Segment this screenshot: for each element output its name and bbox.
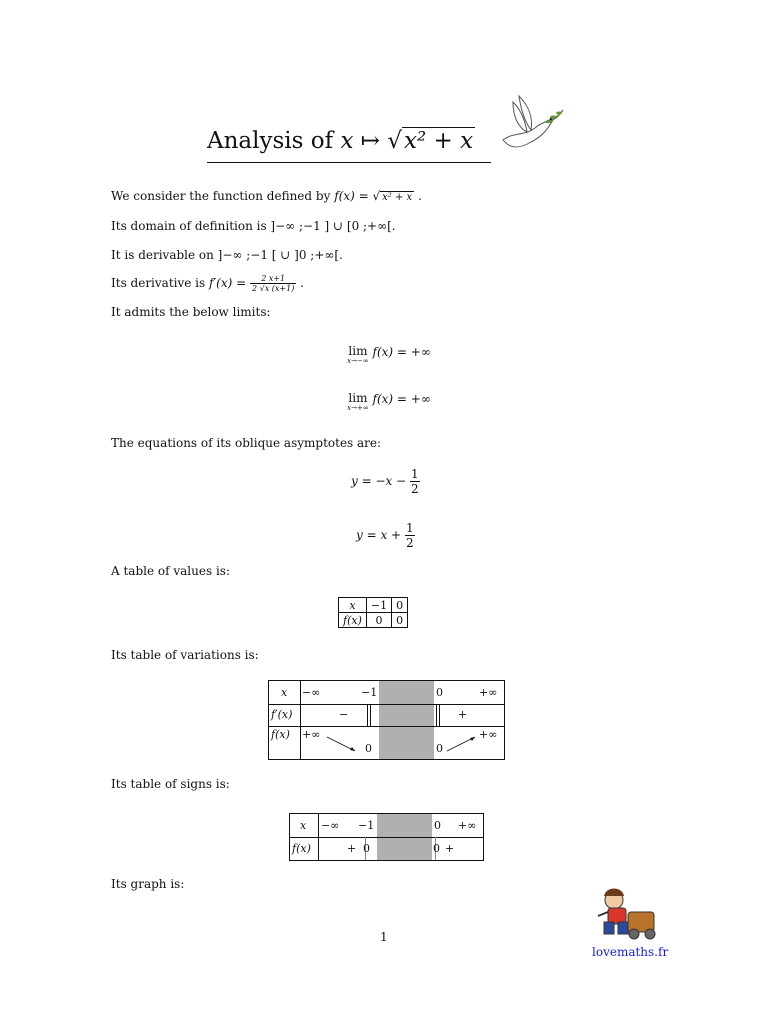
asymptote-lhs: y = −x − [351, 474, 407, 488]
derivative-denominator: 2 √x (x+1) [252, 284, 295, 293]
vt-fp-label: f′(x) [271, 708, 293, 721]
table-cell: 0 [392, 598, 408, 613]
p1-sqrt-sign: √ [372, 189, 381, 203]
table-cell: 0 [366, 613, 391, 628]
para-function-definition [111, 189, 422, 203]
st-x-0: 0 [434, 819, 441, 832]
vt-f-right-bottom: 0 [436, 742, 443, 755]
title-underline [207, 162, 491, 163]
para-values-intro: A table of values is: [111, 564, 230, 578]
title-map-symbol: ↦ [360, 128, 381, 154]
asymptote-2 [356, 521, 415, 550]
limit-minus-infinity [334, 345, 444, 365]
vt-f-label: f(x) [271, 728, 290, 741]
vt-fp-right: + [458, 708, 468, 721]
p1-sqrt-body: x² + x [382, 192, 413, 203]
asymptote-1 [351, 467, 420, 496]
p4-end: . [300, 276, 304, 290]
signs-table [289, 813, 484, 861]
para-derivative [111, 274, 304, 293]
vt-x-label: x [281, 686, 288, 699]
derivative-numerator: 2 x+1 [250, 274, 296, 284]
vt-f-right-top: +∞ [479, 728, 498, 741]
title-prefix: Analysis of [207, 128, 334, 154]
vt-x-pinf: +∞ [479, 686, 498, 699]
para-graph-intro: Its graph is: [111, 877, 185, 891]
lim-sub: x→+∞ [347, 404, 369, 412]
p1-expr: f(x) = [334, 189, 373, 203]
variation-arrows [269, 681, 504, 759]
page-number: 1 [380, 930, 388, 944]
table-row [339, 598, 408, 613]
p1-end: . [417, 189, 422, 203]
asymptote-den: 2 [410, 482, 419, 496]
lim-sub: x→−∞ [347, 357, 369, 365]
asymptote-num: 1 [410, 467, 419, 481]
st-x-label: x [300, 819, 307, 832]
vt-f-left-bottom: 0 [365, 742, 372, 755]
para-limits-intro: It admits the below limits: [111, 305, 271, 319]
derivative-fraction [250, 274, 296, 293]
para-derivable: It is derivable on ]−∞ ;−1 [ ∪ ]0 ;+∞[. [111, 248, 343, 262]
vt-f-left-top: +∞ [302, 728, 321, 741]
page-title [207, 128, 475, 154]
table-cell: f(x) [339, 613, 367, 628]
table-cell: −1 [366, 598, 391, 613]
asymptote-lhs: y = x + [356, 528, 402, 542]
table-row [339, 613, 408, 628]
lim-expr: f(x) = +∞ [372, 392, 431, 406]
title-sqrt-sign: √ [387, 128, 402, 154]
para-asymptotes-intro: The equations of its oblique asymptotes are: [111, 436, 382, 450]
limit-plus-infinity [334, 392, 444, 412]
para-variations-intro: Its table of variations is: [111, 648, 259, 662]
para-signs-intro: Its table of signs is: [111, 777, 230, 791]
footer-link[interactable]: lovemaths.fr [592, 945, 669, 959]
values-table [338, 597, 408, 628]
dove-illustration [497, 92, 565, 158]
vt-x-minf: −∞ [302, 686, 321, 699]
variations-table [268, 680, 505, 760]
mascot-illustration [592, 884, 662, 942]
st-left-sign: + [347, 842, 357, 855]
asymptote-num: 1 [405, 521, 414, 535]
lim-op: lim [348, 391, 368, 405]
p1-text: We consider the function defined by [111, 189, 331, 203]
vt-x-m1: −1 [361, 686, 378, 699]
p4-expr: f′(x) = [209, 276, 250, 290]
vt-fp-left: − [339, 708, 349, 721]
asymptote-den: 2 [405, 536, 414, 550]
st-right-sign: + [445, 842, 455, 855]
st-x-pinf: +∞ [458, 819, 477, 832]
st-f-label: f(x) [292, 842, 311, 855]
lim-op: lim [348, 344, 368, 358]
table-cell: x [339, 598, 367, 613]
title-var: x [340, 128, 354, 154]
p4-text: Its derivative is [111, 276, 206, 290]
lim-expr: f(x) = +∞ [372, 345, 431, 359]
st-x-m1: −1 [358, 819, 375, 832]
vt-x-0: 0 [436, 686, 443, 699]
title-sqrt-body: x² + x [403, 128, 474, 154]
st-zero-left: 0 [363, 842, 370, 855]
st-x-minf: −∞ [321, 819, 340, 832]
table-cell: 0 [392, 613, 408, 628]
st-zero-right: 0 [433, 842, 440, 855]
para-domain: Its domain of definition is ]−∞ ;−1 ] ∪ [0 ;+∞[. [111, 219, 396, 233]
